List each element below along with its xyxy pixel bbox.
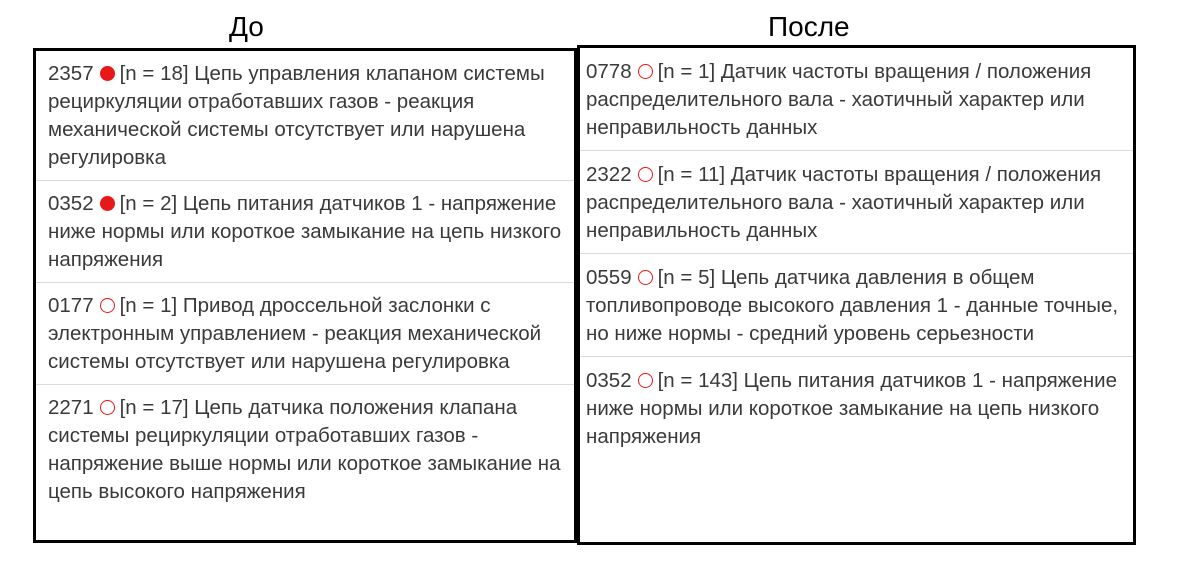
dtc-occurrence-count: [n = 11] xyxy=(657,163,726,186)
dtc-code: 2271 xyxy=(48,396,94,419)
dtc-occurrence-count: [n = 1] xyxy=(657,60,716,83)
status-inactive-icon xyxy=(638,373,653,388)
dtc-description: Цепь датчика давления в общем топливопроводе высокого давления 1 - данные точные, но ниже нормы - средний уровень серьезности xyxy=(586,266,1119,345)
dtc-list-item[interactable] xyxy=(36,385,574,514)
dtc-list-item[interactable] xyxy=(36,51,574,181)
dtc-code: 0778 xyxy=(586,60,632,83)
dtc-list-item[interactable] xyxy=(580,151,1133,254)
dtc-description: Привод дроссельной заслонки с электронным управлением - реакция механической системы отсутствует или нарушена регулировка xyxy=(48,294,542,373)
status-inactive-icon xyxy=(100,298,115,313)
dtc-code: 0352 xyxy=(586,369,632,392)
dtc-occurrence-count: [n = 143] xyxy=(657,369,738,392)
dtc-list-item[interactable] xyxy=(580,48,1133,151)
dtc-description: Цепь датчика положения клапана системы рециркуляции отработавших газов - напряжение выше нормы или короткое замыкание на цепь высокого напряжения xyxy=(48,396,561,503)
status-inactive-icon xyxy=(100,400,115,415)
dtc-list-item[interactable] xyxy=(36,283,574,385)
dtc-description: Цепь питания датчиков 1 - напряжение ниже нормы или короткое замыкание на цепь низкого напряжения xyxy=(586,369,1118,448)
status-inactive-icon xyxy=(638,64,653,79)
dtc-code: 0177 xyxy=(48,294,94,317)
dtc-occurrence-count: [n = 5] xyxy=(657,266,716,289)
status-active-icon xyxy=(100,66,115,81)
before-dtc-list xyxy=(36,51,574,514)
dtc-list-item[interactable] xyxy=(580,357,1133,459)
dtc-occurrence-count: [n = 18] xyxy=(119,62,189,85)
before-panel xyxy=(33,48,577,543)
dtc-code: 0352 xyxy=(48,192,94,215)
dtc-occurrence-count: [n = 17] xyxy=(119,396,189,419)
dtc-list-item[interactable] xyxy=(36,181,574,283)
status-inactive-icon xyxy=(638,270,653,285)
dtc-description: Цепь управления клапаном системы рециркуляции отработавших газов - реакция механической системы отсутствует или нарушена регулировка xyxy=(48,62,545,169)
before-heading: До xyxy=(229,11,264,42)
after-panel xyxy=(577,45,1136,545)
dtc-occurrence-count: [n = 2] xyxy=(119,192,178,215)
dtc-occurrence-count: [n = 1] xyxy=(119,294,178,317)
dtc-description: Датчик частоты вращения / положения распределительного вала - хаотичный характер или неправильность данных xyxy=(586,60,1092,139)
dtc-code: 2322 xyxy=(586,163,632,186)
status-active-icon xyxy=(100,196,115,211)
dtc-description: Датчик частоты вращения / положения распределительного вала - хаотичный характер или неправильность данных xyxy=(586,163,1102,242)
dtc-list-item[interactable] xyxy=(580,254,1133,357)
after-dtc-list xyxy=(580,48,1133,459)
dtc-description: Цепь питания датчиков 1 - напряжение ниже нормы или короткое замыкание на цепь низкого напряжения xyxy=(48,192,562,271)
after-heading: После xyxy=(768,11,850,42)
dtc-code: 2357 xyxy=(48,62,94,85)
status-inactive-icon xyxy=(638,167,653,182)
dtc-code: 0559 xyxy=(586,266,632,289)
